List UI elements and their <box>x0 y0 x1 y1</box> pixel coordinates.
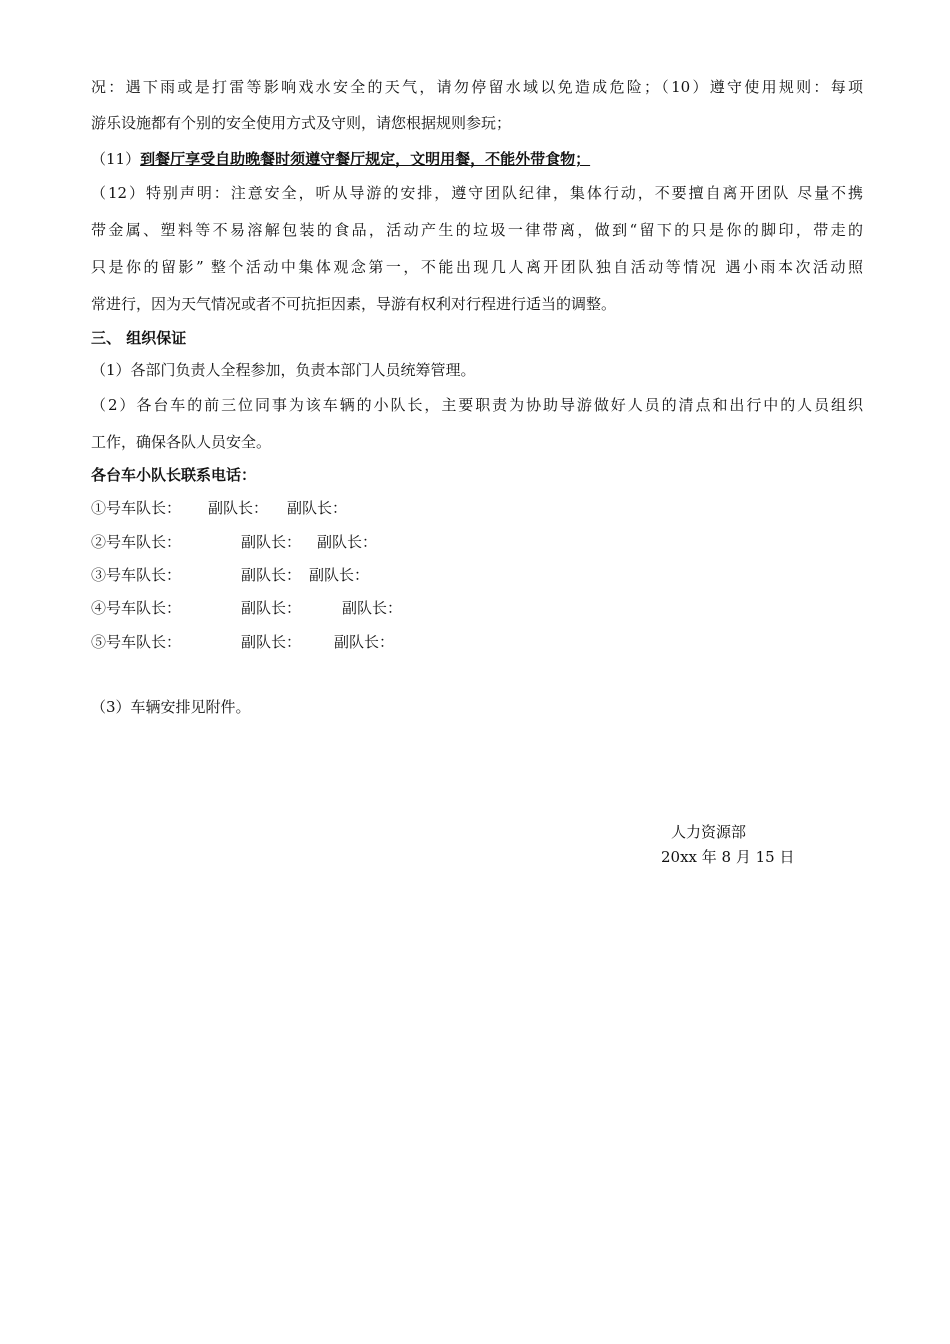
contacts-heading: 各台车小队长联系电话： <box>91 466 257 484</box>
vice-leader-label: 副队长： <box>334 633 395 651</box>
vice-leader-label: 副队长： <box>317 533 378 551</box>
section-3-item-1: （1）各部门负责人全程参加，负责本部门人员统筹管理。 <box>91 361 476 379</box>
section-3-item-2-line-1: （2）各台车的前三位同事为该车辆的小队长，主要职责为协助导游做好人员的清点和出行中的人员组织 <box>91 396 863 414</box>
signature-date: 20xx 年 8 月 15 日 <box>661 848 795 866</box>
vice-leader-label: 副队长： <box>241 566 302 584</box>
car-leader-label: ②号车队长： <box>91 533 182 551</box>
car-leader-label: ⑤号车队长： <box>91 633 182 651</box>
item-12-line-1: （12）特别声明：注意安全，听从导游的安排，遵守团队纪律，集体行动，不要擅自离开团队 尽量不携 <box>91 184 863 202</box>
vice-leader-label: 副队长： <box>287 499 348 517</box>
vice-leader-label: 副队长： <box>208 499 269 517</box>
vice-leader-label: 副队长： <box>241 599 302 617</box>
signature-department: 人力资源部 <box>671 823 747 841</box>
vice-leader-label: 副队长： <box>241 633 302 651</box>
safety-line-1: 况：遇下雨或是打雷等影响戏水安全的天气，请勿停留水域以免造成危险；（10）遵守使用规则：每项 <box>91 78 863 96</box>
section-3-item-2-line-2: 工作，确保各队人员安全。 <box>91 433 272 451</box>
car-leader-label: ④号车队长： <box>91 599 182 617</box>
item-12-line-2: 带金属、塑料等不易溶解包装的食品，活动产生的垃圾一律带离，做到“留下的只是你的脚印，带走的 <box>91 221 863 239</box>
section-3-heading: 三、 组织保证 <box>91 329 187 347</box>
item-11-number: （11） <box>91 150 141 168</box>
safety-line-2: 游乐设施都有个别的安全使用方式及守则，请您根据规则参玩； <box>91 114 512 132</box>
car-leader-label: ③号车队长： <box>91 566 182 584</box>
vice-leader-label: 副队长： <box>309 566 370 584</box>
vice-leader-label: 副队长： <box>241 533 302 551</box>
car-leader-label: ①号车队长： <box>91 499 182 517</box>
item-11-text: 到餐厅享受自助晚餐时须遵守餐厅规定，文明用餐，不能外带食物； <box>140 150 591 168</box>
safety-item-11 <box>91 149 590 169</box>
vice-leader-label: 副队长： <box>342 599 403 617</box>
item-12-line-3: 只是你的留影” 整个活动中集体观念第一，不能出现几人离开团队独自活动等情况 遇小雨本次活动照 <box>91 258 863 276</box>
item-12-line-4: 常进行，因为天气情况或者不可抗拒因素，导游有权利对行程进行适当的调整。 <box>91 295 617 313</box>
section-3-item-3: （3）车辆安排见附件。 <box>91 698 251 716</box>
